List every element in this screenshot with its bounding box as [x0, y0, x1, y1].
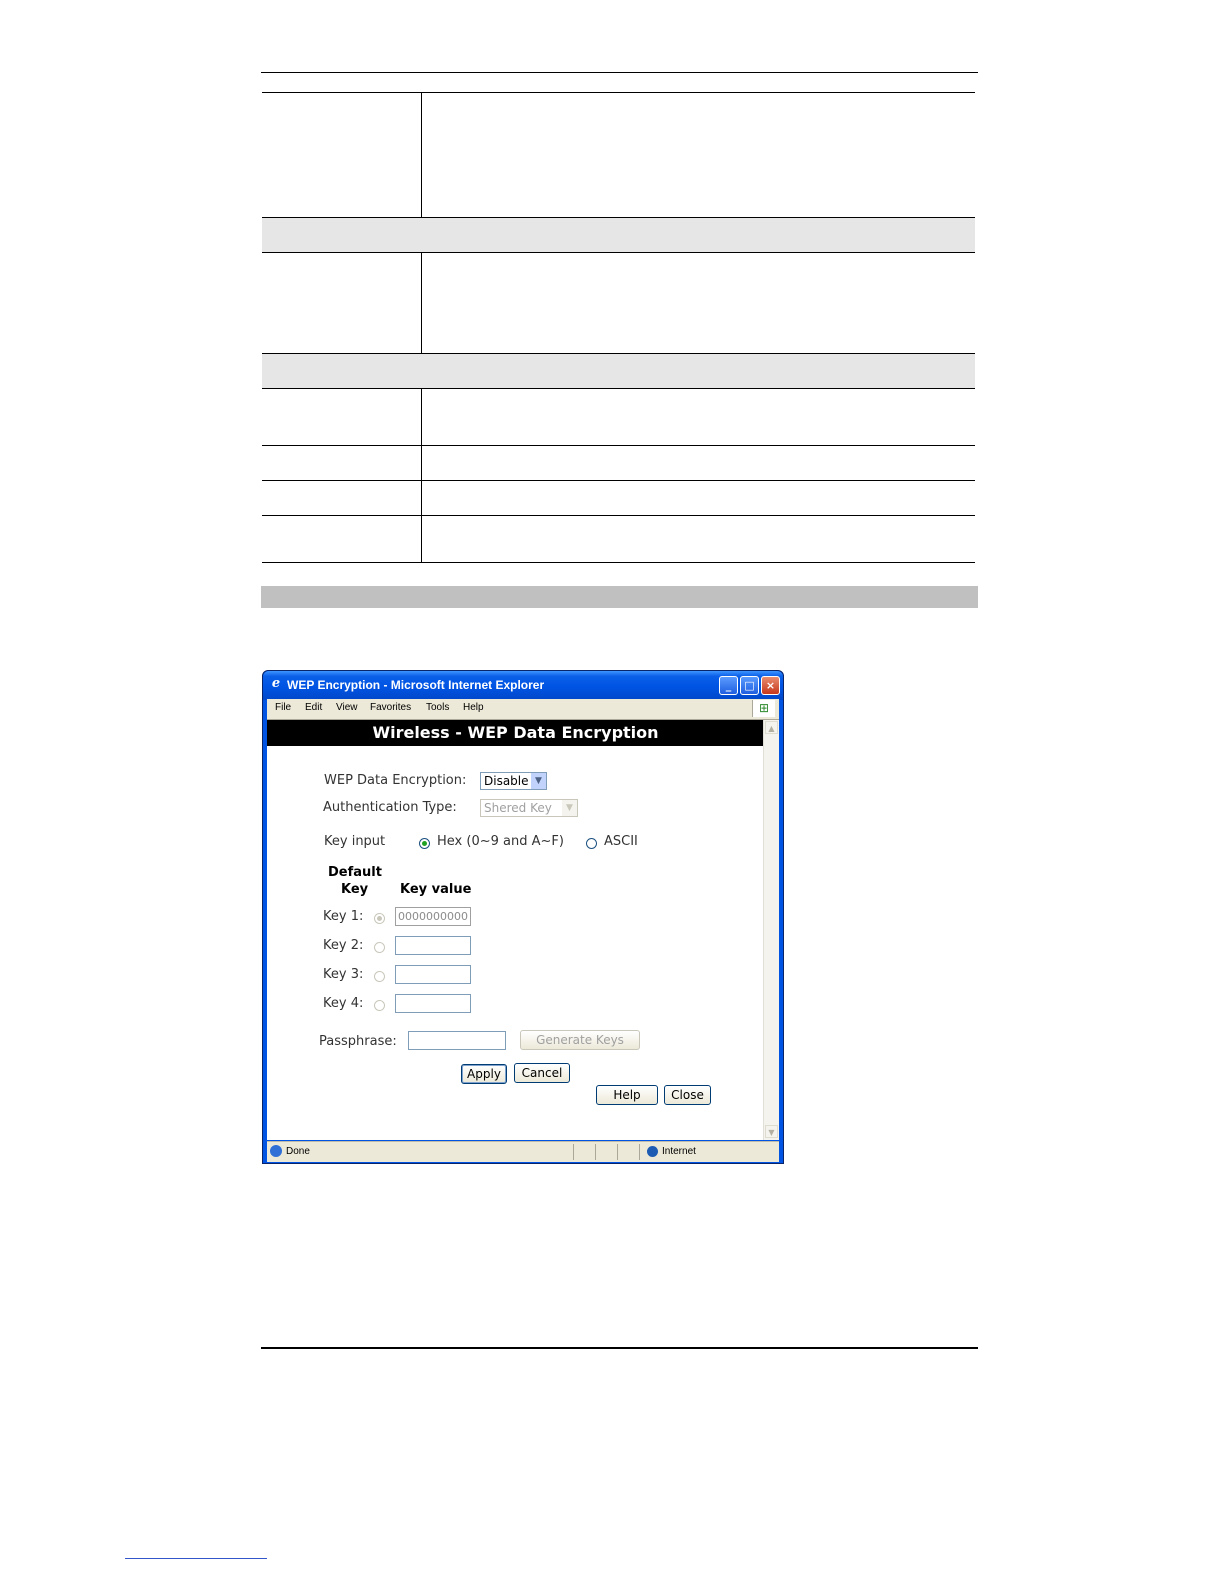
ie-logo-icon: e — [271, 676, 281, 691]
wep-encryption-value: Disable — [484, 774, 529, 788]
table-section-bar — [262, 217, 975, 253]
wep-encryption-select[interactable] — [480, 772, 547, 790]
key-2-default-radio[interactable] — [374, 942, 385, 953]
chevron-down-icon: ▼ — [562, 800, 577, 816]
table-row-rule — [262, 445, 975, 446]
status-divider — [639, 1144, 640, 1160]
table-bottom-rule — [262, 562, 975, 563]
key-1-default-radio[interactable] — [374, 913, 385, 924]
menu-edit[interactable]: Edit — [305, 702, 323, 713]
default-key-header: Default — [328, 865, 382, 880]
key-value-header: Key value — [400, 882, 472, 897]
internet-globe-icon — [647, 1146, 658, 1157]
status-bar — [267, 1141, 779, 1162]
ascii-label: ASCII — [604, 834, 638, 849]
close-window-button[interactable]: × — [761, 676, 780, 695]
minimize-button[interactable]: _ — [719, 676, 738, 695]
status-divider — [595, 1144, 596, 1160]
key-4-label: Key 4: — [323, 996, 364, 1011]
passphrase-label: Passphrase: — [319, 1034, 397, 1049]
hex-label: Hex (0~9 and A~F) — [437, 834, 564, 849]
cancel-button[interactable]: Cancel — [514, 1063, 570, 1083]
key-1-label: Key 1: — [323, 909, 364, 924]
windows-flag-icon: ⊞ — [752, 700, 775, 717]
section-heading-bar — [261, 586, 978, 608]
page-done-icon — [270, 1145, 282, 1157]
title-bar — [263, 671, 783, 700]
table-row-rule — [262, 515, 975, 516]
menu-view[interactable]: View — [336, 702, 358, 713]
window-title: WEP Encryption - Microsoft Internet Explorer — [287, 678, 545, 692]
page-content — [267, 720, 779, 1140]
footnote-rule — [125, 1558, 267, 1559]
table-column-divider — [421, 388, 422, 562]
status-divider — [573, 1144, 574, 1160]
table-row-rule — [262, 480, 975, 481]
chevron-down-icon: ▼ — [531, 773, 546, 789]
key-2-input[interactable] — [395, 936, 471, 955]
vertical-scrollbar[interactable] — [763, 720, 779, 1140]
key-input-label: Key input — [324, 834, 386, 849]
table-top-rule — [262, 92, 975, 93]
table-column-divider — [421, 92, 422, 217]
key-1-input[interactable]: 0000000000 — [395, 907, 471, 926]
generate-keys-button[interactable]: Generate Keys — [520, 1030, 640, 1050]
key-4-input[interactable] — [395, 994, 471, 1013]
close-button[interactable]: Close — [664, 1085, 711, 1105]
key-4-default-radio[interactable] — [374, 1000, 385, 1011]
menu-favorites[interactable]: Favorites — [370, 702, 412, 713]
hex-radio[interactable] — [419, 838, 430, 849]
key-3-label: Key 3: — [323, 967, 364, 982]
ascii-radio[interactable] — [586, 838, 597, 849]
menu-tools[interactable]: Tools — [426, 702, 450, 713]
zone-text: Internet — [662, 1146, 696, 1157]
auth-type-value: Shered Key — [484, 801, 552, 815]
default-key-header: Key — [341, 882, 369, 897]
key-3-input[interactable] — [395, 965, 471, 984]
help-button[interactable]: Help — [596, 1085, 658, 1105]
menu-bar — [267, 699, 779, 720]
table-section-bar — [262, 353, 975, 389]
key-3-default-radio[interactable] — [374, 971, 385, 982]
maximize-button[interactable]: □ — [740, 676, 759, 695]
footer-rule — [261, 1347, 978, 1349]
header-rule — [261, 72, 978, 73]
menu-help[interactable]: Help — [463, 702, 484, 713]
scroll-down-icon[interactable]: ▼ — [765, 1125, 778, 1138]
status-text: Done — [286, 1146, 310, 1157]
auth-type-select[interactable] — [480, 799, 578, 817]
wep-encryption-label: WEP Data Encryption: — [324, 773, 467, 788]
status-divider — [617, 1144, 618, 1160]
auth-type-label: Authentication Type: — [323, 800, 457, 815]
scroll-up-icon[interactable]: ▲ — [765, 721, 778, 734]
menu-file[interactable]: File — [275, 702, 292, 713]
apply-button[interactable]: Apply — [461, 1064, 507, 1084]
key-2-label: Key 2: — [323, 938, 364, 953]
ie-window — [262, 670, 784, 1164]
passphrase-input[interactable] — [408, 1031, 506, 1050]
page-heading: Wireless - WEP Data Encryption — [267, 720, 764, 746]
table-column-divider — [421, 252, 422, 353]
